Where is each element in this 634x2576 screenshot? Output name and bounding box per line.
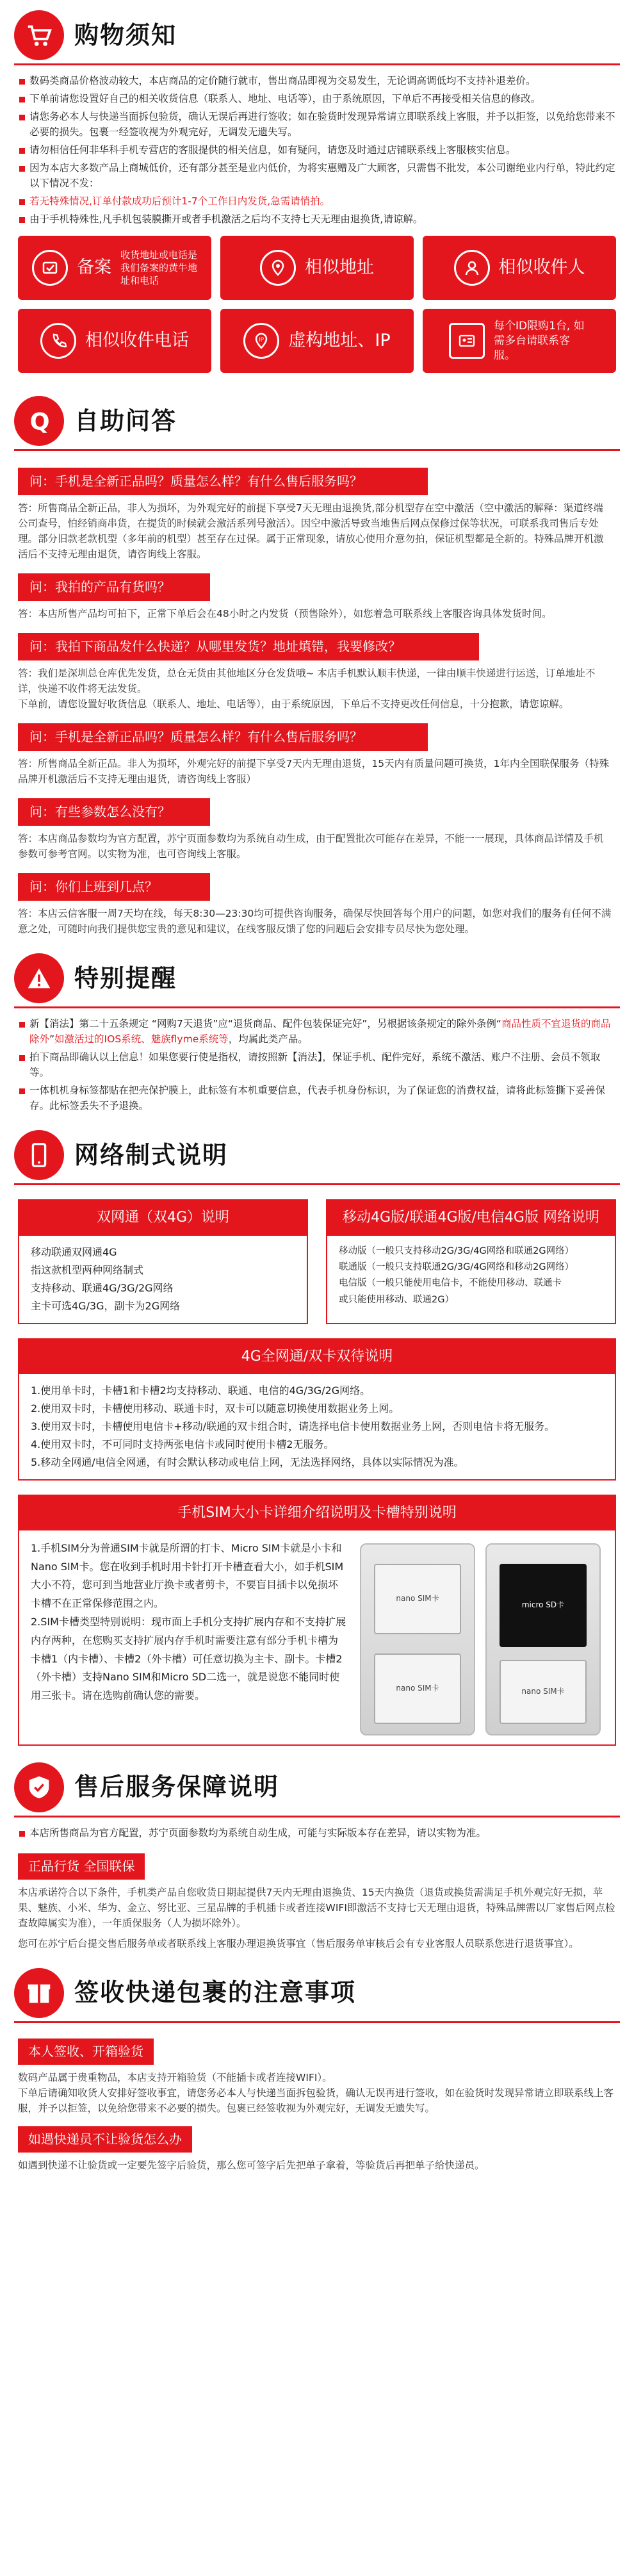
nano-sim-slot: nano SIM卡 bbox=[500, 1660, 587, 1724]
grid-cell-similar-recipient bbox=[423, 236, 616, 300]
shield-icon bbox=[32, 250, 68, 286]
list-item: 拍下商品即确认以上信息！如果您要行使是指权，请按照新【消法】，保证手机、配件完好，系统不激活、账户不注册、会员不领取等。 bbox=[18, 1049, 616, 1080]
sim-tray-illustration bbox=[360, 1539, 603, 1735]
delivery-para: 数码产品属于贵重物品，本店支持开箱验货（不能插卡或者连接WIFI）。 下单后请确知收货人安排好签收事宜，请您务必本人与快递当面拆包验货，确认无误再进行签收，如在验货时发现异常请立即联系线上客服，并予以拒签，以免给您带来不必要的损失。包裹已经签收视为外观完好，无调发无遗失写。 bbox=[18, 2071, 614, 2114]
list-item: 若无特殊情况,订单付款成功后预计1-7个工作日内发货,急需请悄拍。 bbox=[18, 193, 616, 209]
list-item: 一体机机身标签都贴在把壳保护膜上，此标签有本机重要信息，代表手机身份标识，为了保证您的消费权益，请将此标签撕下妥善保存。此标签丢失不予退换。 bbox=[18, 1083, 616, 1113]
divider bbox=[14, 449, 620, 451]
aftersales-content bbox=[0, 1825, 634, 1951]
notice-list bbox=[0, 1016, 634, 1113]
grid-sub: 每个ID限购1台, 如需多台请联系客服。 bbox=[494, 319, 585, 362]
sim-tray-1 bbox=[360, 1543, 475, 1735]
list-item: 下单前请您设置好自己的相关收货信息（联系人、地址、电话等），由于系统原因，下单后不再接受相关信息的修改。 bbox=[18, 91, 616, 106]
aftersales-para: 本店承诺符合以下条件，手机类产品自您收货日期起提供7天内无理由退换货、15天内换货（退货或换货需满足手机外观完好无损，苹果、魅族、小米、华为、金立、努比亚、三星品牌的手机插卡或者连接WIFI即激活不支持七天无理由退货，特殊品牌需以厂家售后网点检查故障属实为准），一年质保服务（人为损坏除外）。 bbox=[18, 1886, 615, 1929]
full-network-card bbox=[18, 1338, 616, 1481]
card-body: 1.使用单卡时，卡槽1和卡槽2均支持移动、联通、电信的4G/3G/2G网络。 2.使用双卡时，卡槽使用移动、联通卡时，双卡可以随意切换使用数据业务上网。 3.使用双卡时，卡槽使用电信卡+移动/联通的双卡组合时，请选择电信卡使用数据业务上网，否则电信卡将无服务。 4.使用双卡时，不可同时支持两张电信卡或同时使用卡槽2无服务。 5.移动全网通/电信全网通，有时会默认移动或电信上网，无法选择网络，具体以实际情况为准。 bbox=[31, 1384, 555, 1468]
aftersales-title: 售后服务保障说明 bbox=[74, 1773, 280, 1801]
divider bbox=[14, 1816, 620, 1817]
network-header bbox=[0, 1120, 634, 1190]
sim-tray-2 bbox=[485, 1543, 601, 1735]
card-title: 手机SIM大小卡详细介绍说明及卡槽特别说明 bbox=[19, 1496, 615, 1530]
list-item: 因为本店大多数产品上商城低价，还有部分甚至是业内低价，为将实惠赠及广大顾客，只需售不批发，本公司谢绝业内行单，特此约定以下情况不发： bbox=[18, 160, 616, 191]
answer-text: 答：本店所售产品均可拍下，正常下单后会在48小时之内发货（预售除外），如您着急可联系线上客服咨询具体发货时间。 bbox=[18, 608, 552, 620]
grid-label: 相似收件人 bbox=[498, 258, 585, 278]
cart-icon bbox=[14, 10, 64, 60]
answer-text: 答：所售商品全新正品，非人为损坏，为外观完好的前提下享受7天无理由退换货,部分机型存在空中激活（空中激活的解释：渠道终端公司查号，怕经销商串货，在提货的时候就会激活系列号激活）。因空中激活导致当地售后网点保修过保等状况，可联系我司售后专处理。部分旧款老款机型（多年前的机型）甚至存在过保。属于正常现象，请放心使用介意勿拍，保证机型都是全新的。特殊品牌开机激活后不支持无理由退货，请咨询线上客服。 bbox=[18, 502, 604, 561]
network-content bbox=[0, 1199, 634, 1745]
aftersales-para: 您可在苏宁后台提交售后服务单或者联系线上客服办理退换货事宜（售后服务单审核后会有专业客服人员联系您进行退货事宜）。 bbox=[18, 1937, 579, 1949]
answer-text: 答：本店云信客服一周7天均在线，每天8:30—23:30均可提供咨询服务，确保尽快回答每个用户的问题，如您对我们的服务有任何不满意之处，可随时向我们提供您宝贵的意见和建议，在线客服反馈了您的问题后会安排专员尽快为您处理。 bbox=[18, 908, 612, 935]
restriction-grid bbox=[0, 229, 634, 379]
delivery-header bbox=[0, 1958, 634, 2028]
answer-text: 答：本店商品参数均为官方配置，苏宁页面参数均为系统自动生成，由于配置批次可能存在差异，不能一一展现，具体商品详情及手机参数可参考官网。以实物为准，也可咨询线上客服。 bbox=[18, 833, 604, 860]
list-item: 本店所售商品为官方配置，苏宁页面参数均为系统自动生成，可能与实际版本存在差异，请以实物为准。 bbox=[18, 1825, 616, 1841]
svg-text:Q: Q bbox=[29, 407, 50, 436]
divider bbox=[14, 1006, 620, 1008]
list-item: 由于手机特殊性,凡手机包装膜撕开或者手机激活之后均不支持七天无理由退换货,请谅解。 bbox=[18, 211, 616, 227]
divider bbox=[14, 63, 620, 65]
card-title: 双网通（双4G）说明 bbox=[19, 1201, 307, 1235]
grid-cell-similar-phone bbox=[18, 309, 211, 373]
sim-card-info bbox=[18, 1495, 616, 1746]
delivery-tag: 本人签收、开箱验货 bbox=[18, 2039, 154, 2065]
question-bar: 问：我拍的产品有货吗？ bbox=[18, 573, 210, 601]
card-body: 移动联通双网通4G 指这款机型两种网络制式 支持移动、联通4G/3G/2G网络 主卡可选4G/3G，副卡为2G网络 bbox=[31, 1245, 181, 1312]
dual-network-card bbox=[18, 1199, 308, 1324]
purchase-header bbox=[0, 0, 634, 70]
micro-sd-slot: micro SD卡 bbox=[500, 1564, 587, 1647]
card-title: 4G全网通/双卡双待说明 bbox=[19, 1340, 615, 1374]
svg-text:IP: IP bbox=[259, 337, 264, 344]
id-card-icon bbox=[449, 323, 485, 359]
question-bar: 问：手机是全新正品吗？质量怎么样？有什么售后服务吗？ bbox=[18, 723, 428, 751]
nano-sim-slot: nano SIM卡 bbox=[374, 1564, 461, 1634]
grid-label: 虚构地址、IP bbox=[288, 331, 391, 351]
purchase-list bbox=[0, 73, 634, 227]
question-bar: 问：我拍下商品发什么快递？从哪里发货？地址填错，我要修改？ bbox=[18, 633, 479, 660]
grid-cell-virtual-address bbox=[220, 309, 414, 373]
notice-title: 特别提醒 bbox=[74, 964, 177, 992]
grid-label: 相似地址 bbox=[305, 258, 374, 278]
exclamation-icon bbox=[14, 953, 64, 1003]
qa-title: 自助问答 bbox=[74, 406, 177, 435]
answer-text: 答：我们是深圳总仓库优先发货，总仓无货由其他地区分仓发货哦~ 本店手机默认顺丰快递，一律由顺丰快递进行运送，订单地址不详，快递不收件将无法发货。 下单前，请您设置好收货信息（联系人、地址、电话等），由于系统原因，下单后不支持更改任何信息，十分抱歉，请您谅解。 bbox=[18, 668, 596, 710]
card-title: 移动4G版/联通4G版/电信4G版 网络说明 bbox=[327, 1201, 615, 1235]
delivery-para: 如遇到快递不让验货或一定要先签字后验货，那么您可签字后先把单子拿着，等验货后再把单子给快递员。 bbox=[18, 2159, 485, 2171]
nano-sim-slot: nano SIM卡 bbox=[374, 1653, 461, 1724]
sim-text: 1.手机SIM分为普通SIM卡就是所谓的打卡、Micro SIM卡就是小卡和Nano SIM卡。您在收到手机时用卡针打开卡槽查看大小，如手机SIM大小不符，您可到当地营业厅换卡或者剪卡，不要盲目插卡以免损坏卡槽不在正常保修范围之内。 2.SIM卡槽类型特别说明：现市面上手机分支持扩展内存和不支持扩展内存两种，在您购买支持扩展内存手机时需要注意有部分手机卡槽为卡槽1（内卡槽）、卡槽2（外卡槽）可任意切换为主卡、副卡。卡槽2（外卡槽）支持Nano SIM和Micro SD二选一，就是说您不能同时使用三张卡。请在选购前确认您的需要。 bbox=[31, 1541, 346, 1702]
grid-label: 备案 bbox=[77, 258, 111, 278]
delivery-tag: 如遇快递员不让验货怎么办 bbox=[18, 2126, 192, 2153]
divider bbox=[14, 1183, 620, 1185]
list-item: 数码类商品价格波动较大，本店商品的定价随行就市，售出商品即视为交易发生，无论调高调低均不支持补退差价。 bbox=[18, 73, 616, 88]
network-title: 网络制式说明 bbox=[74, 1141, 229, 1169]
virtual-location-icon bbox=[243, 323, 279, 359]
package-icon bbox=[14, 1968, 64, 2018]
location-icon bbox=[260, 250, 296, 286]
question-icon bbox=[14, 396, 64, 446]
network-icon bbox=[14, 1130, 64, 1180]
person-icon bbox=[454, 250, 490, 286]
grid-cell-id-limit bbox=[423, 309, 616, 373]
divider bbox=[14, 2021, 620, 2023]
list-item: 新【消法】第二十五条规定 “网购7天退货”应“退货商品、配件包装保证完好”，另根据该条规定的除外条例“商品性质不宜退货的商品除外”如激活过的IOS系统、魅族flyme系统等，均属此类产品。 bbox=[18, 1016, 616, 1047]
grid-sub: 收货地址或电话是我们备案的黄牛地址和电话 bbox=[120, 249, 198, 287]
list-item: 请您务必本人与快递当面拆包验货，确认无误后再进行签收；如在验货时发现异常请立即联系线上客服，并予以拒签，以免给您带来不必要的损失。包裹一经签收视为外观完好，无调发无遗失写。 bbox=[18, 109, 616, 140]
answer-text: 答：所售商品全新正品。非人为损坏，外观完好的前提下享受7天内无理由退货，15天内有质量问题可换货，1年内全国联保服务（特殊品牌开机激活后不支持无理由退货，请咨询线上客服） bbox=[18, 758, 609, 785]
phone-icon bbox=[40, 323, 76, 359]
grid-label: 相似收件电话 bbox=[85, 331, 189, 351]
sim-body bbox=[19, 1530, 615, 1744]
question-bar: 问：你们上班到几点？ bbox=[18, 873, 210, 901]
delivery-content bbox=[0, 2028, 634, 2173]
network-row bbox=[18, 1199, 616, 1324]
qa-list bbox=[0, 468, 634, 937]
grid-cell-similar-address bbox=[220, 236, 414, 300]
carrier-version-card bbox=[326, 1199, 616, 1324]
service-icon bbox=[14, 1762, 64, 1812]
delivery-title: 签收快递包裹的注意事项 bbox=[74, 1978, 357, 2007]
purchase-title: 购物须知 bbox=[74, 21, 177, 49]
notice-header bbox=[0, 943, 634, 1013]
grid-cell-beian bbox=[18, 236, 211, 300]
aftersales-list bbox=[18, 1825, 616, 1841]
card-body: 移动版（一般只支持移动2G/3G/4G网络和联通2G网络） 联通版（一般只支持联通2G/3G/4G网络和移动2G网络） 电信版（一般只能使用电信卡，不能使用移动、联通卡 或只能使用移动、联通2G） bbox=[339, 1245, 574, 1305]
list-item: 请勿相信任何非华科手机专营店的客服提供的相关信息，如有疑问，请您及时通过店铺联系线上客服核实信息。 bbox=[18, 142, 616, 158]
aftersales-header bbox=[0, 1752, 634, 1823]
qa-header bbox=[0, 386, 634, 456]
question-bar: 问：有些参数怎么没有？ bbox=[18, 798, 210, 826]
question-bar: 问：手机是全新正品吗？质量怎么样？有什么售后服务吗？ bbox=[18, 468, 428, 495]
warranty-tag: 正品行货 全国联保 bbox=[18, 1853, 145, 1880]
